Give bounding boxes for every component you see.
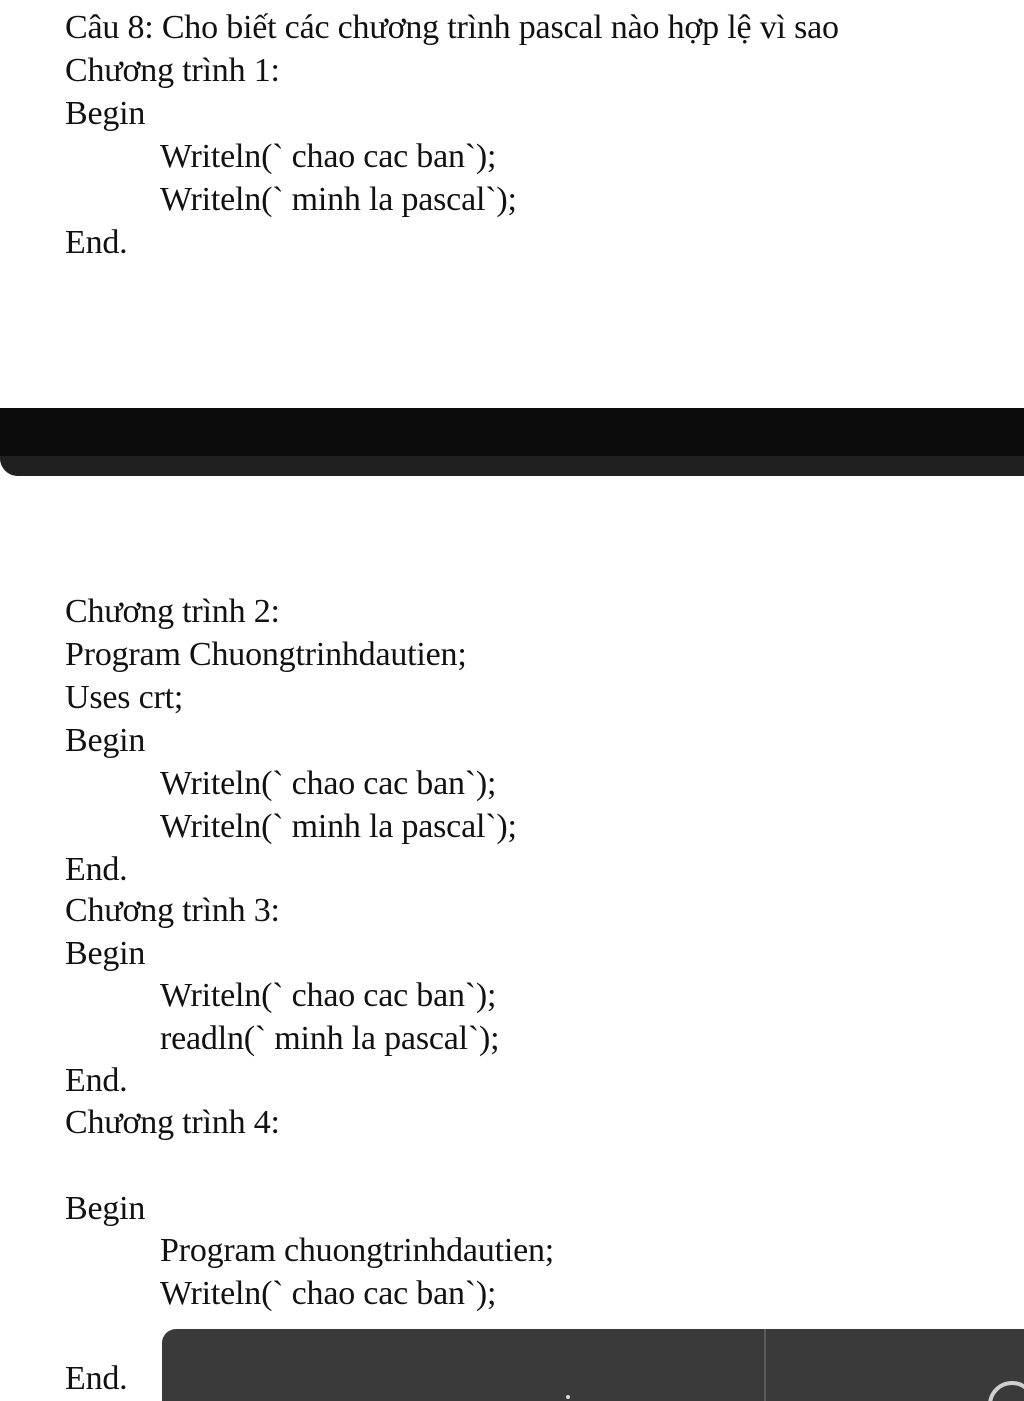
overlay-divider	[764, 1329, 766, 1401]
program-4-line-1: Program chuongtrinhdautien;	[160, 1232, 555, 1269]
program-1-begin: Begin	[65, 95, 146, 132]
program-3-end: End.	[65, 1062, 128, 1099]
question-title: Câu 8: Cho biết các chương trình pascal nào hợp lệ vì sao	[65, 9, 839, 46]
program-1-end: End.	[65, 224, 128, 261]
program-1-line-2: Writeln(` minh la pascal`);	[160, 181, 517, 218]
program-2-end: End.	[65, 851, 128, 888]
overlay-dot	[566, 1395, 570, 1399]
page-separator-band-highlight	[0, 456, 1024, 476]
program-3-label: Chương trình 3:	[65, 892, 280, 929]
partial-circle-icon[interactable]	[988, 1381, 1024, 1401]
program-1-line-1: Writeln(` chao cac ban`);	[160, 138, 497, 175]
program-4-end: End.	[65, 1360, 128, 1397]
program-2-program-line: Program Chuongtrinhdautien;	[65, 636, 467, 673]
program-4-begin: Begin	[65, 1190, 146, 1227]
program-2-label: Chương trình 2:	[65, 593, 280, 630]
program-1-label: Chương trình 1:	[65, 52, 280, 89]
overlay-panel	[162, 1329, 1024, 1401]
program-4-line-2: Writeln(` chao cac ban`);	[160, 1275, 497, 1312]
program-3-line-2: readln(` minh la pascal`);	[160, 1020, 500, 1057]
program-2-line-1: Writeln(` chao cac ban`);	[160, 765, 497, 802]
program-4-label: Chương trình 4:	[65, 1104, 280, 1141]
program-3-line-1: Writeln(` chao cac ban`);	[160, 977, 497, 1014]
program-2-begin: Begin	[65, 722, 146, 759]
program-2-uses-line: Uses crt;	[65, 679, 184, 716]
program-2-line-2: Writeln(` minh la pascal`);	[160, 808, 517, 845]
program-3-begin: Begin	[65, 935, 146, 972]
